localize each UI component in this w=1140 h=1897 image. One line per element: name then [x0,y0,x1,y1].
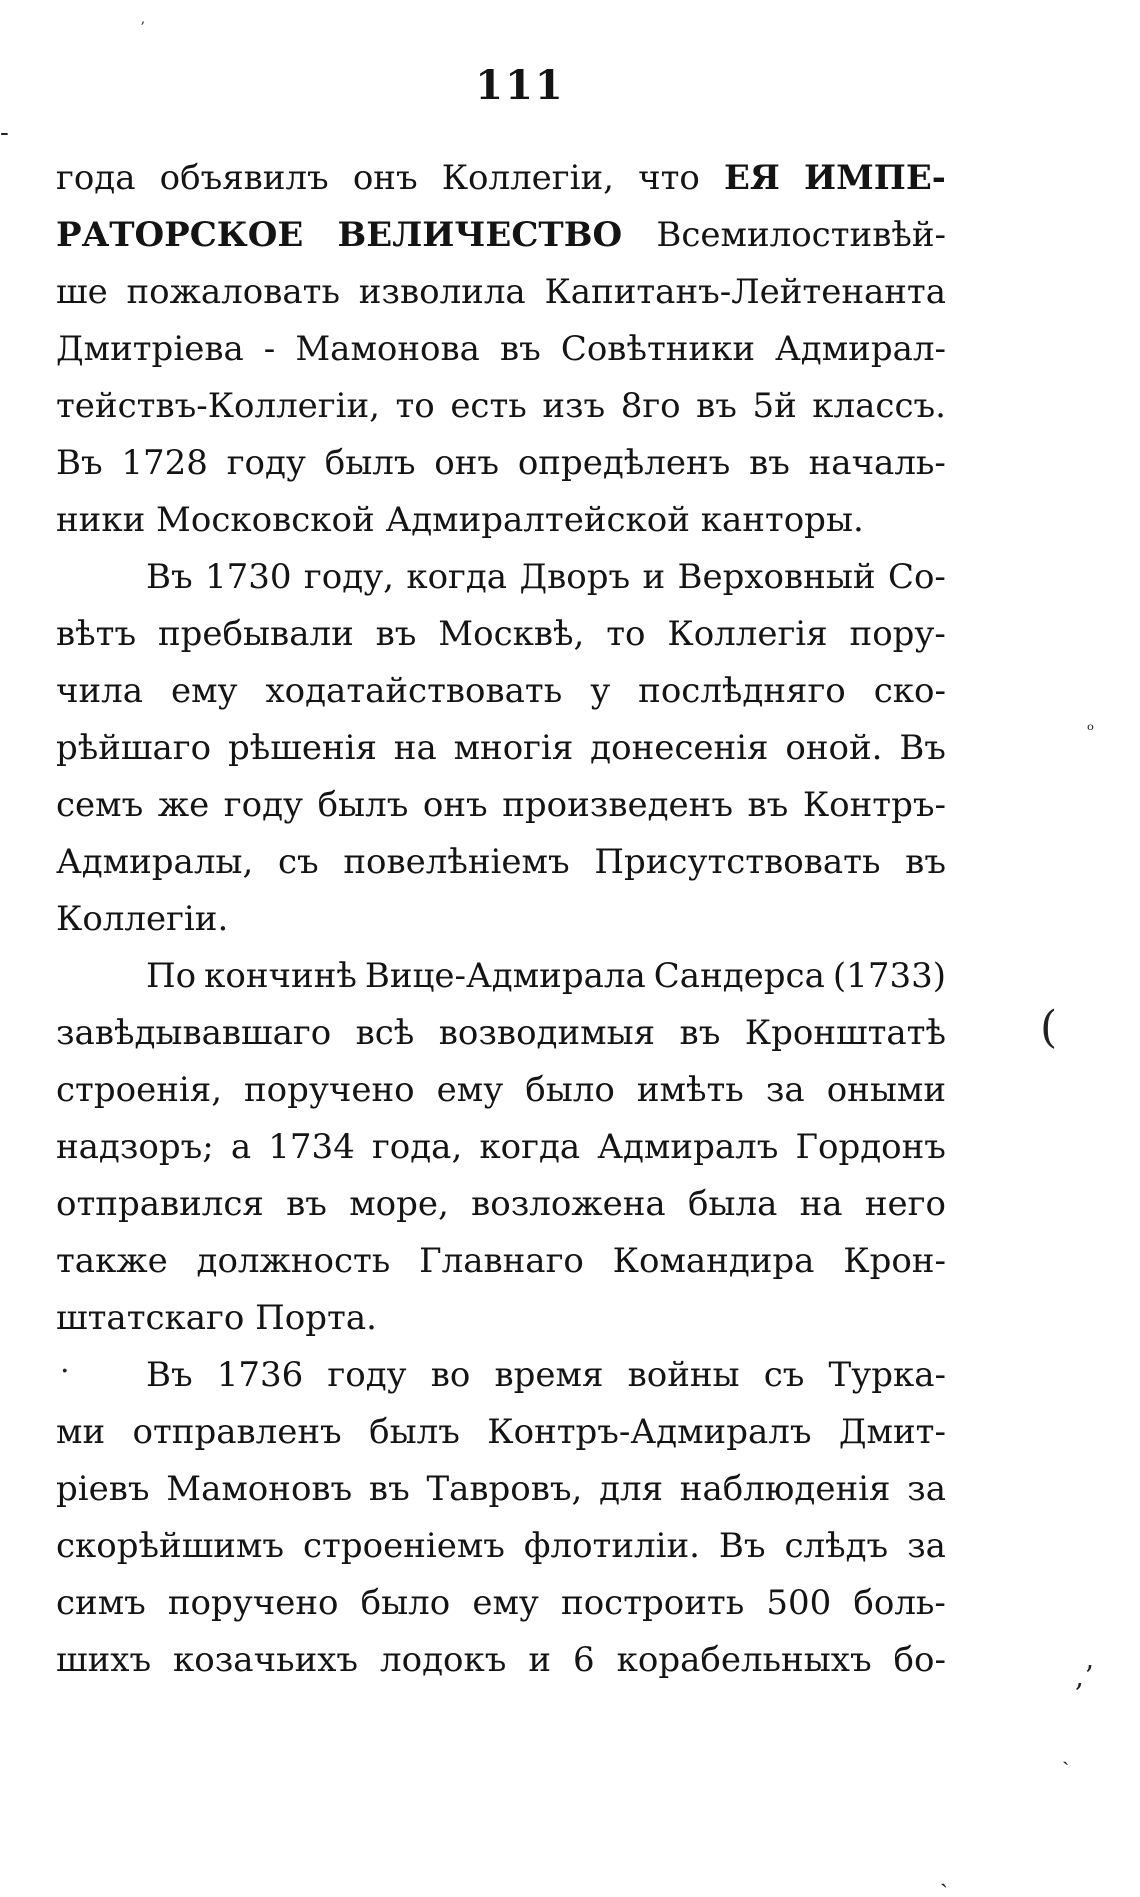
text-word: Турка- [828,1355,946,1395]
text-word: Дмит- [838,1412,946,1452]
text-word: время [494,1355,604,1395]
text-word: на [799,1184,843,1224]
text-word: въ [696,386,737,426]
text-word: построить [561,1583,745,1623]
text-word: Мамонова [295,329,480,369]
text-word: Контръ- [802,785,946,825]
text-word: строеніемъ [302,1526,505,1566]
text-word: завѣдывавшаго [56,1013,332,1053]
text-word: былъ [369,1412,460,1452]
speck-mark: ,ʼ [1075,1660,1093,1693]
text-line [56,1575,946,1632]
text-word: Мамоновъ [166,1469,353,1509]
text-word: него [864,1184,946,1224]
text-word: года, [371,1127,463,1167]
page-text [56,150,946,1689]
text-word: надзоръ; [56,1127,214,1167]
text-word: Москвѣ, [438,614,585,654]
text-word: когда [479,1127,581,1167]
text-word: онъ [434,443,500,483]
text-word: Совѣтники [560,329,755,369]
text-word: Адмиралтейской [385,500,701,540]
text-word: ше [56,272,108,312]
text-word: когда [406,557,508,597]
text-line [56,1176,946,1233]
text-word: онъ [352,158,418,198]
speck-mark: ( [1040,1002,1058,1053]
text-word: войны [627,1355,740,1395]
text-word: Тавровъ, [426,1469,583,1509]
text-word: чила [56,671,144,711]
text-word: Въ [56,443,103,483]
text-word: рѣшенія [227,728,377,768]
text-word: было [525,1070,615,1110]
text-word: 5й [752,386,797,426]
text-word: объявилъ [159,158,329,198]
text-word: РАТОРСКОЕ [56,215,304,255]
text-word: то [606,614,646,654]
text-word: за [907,1469,946,1509]
text-word: году [226,443,306,483]
text-word: кончинѣ [204,956,357,996]
text-line [56,492,946,549]
text-word: ходатайствовать [265,671,563,711]
text-word: лодокъ [380,1640,507,1680]
text-word: за [907,1526,946,1566]
text-word: началь- [808,443,946,483]
text-line [56,264,946,321]
text-word: слѣдъ [784,1526,889,1566]
text-word: во [430,1355,471,1395]
text-word: строенія, [56,1070,222,1110]
text-word: 500 [766,1583,832,1623]
text-word: Адмиралъ [597,1127,779,1167]
text-word: Въ [718,1526,766,1566]
text-word: ИМПЕ- [804,158,946,198]
text-word: ему [170,671,238,711]
text-word: (1733) [832,956,946,996]
text-word: 8го [620,386,681,426]
text-word: изволила [358,272,526,312]
text-line [56,1404,946,1461]
text-word: 1734 [268,1127,355,1167]
speck-mark: ˏ [940,1860,948,1888]
text-word: была [687,1184,778,1224]
text-word: въ [679,1013,721,1053]
text-word: въ [375,614,417,654]
text-line [56,1233,946,1290]
text-word: въ [368,1469,410,1509]
text-word: поручено [244,1070,415,1110]
text-line [56,720,946,777]
text-word: ско- [873,671,946,711]
text-word: рѣйшаго [56,728,212,768]
text-word: Кронштатѣ [744,1013,946,1053]
text-line [56,1062,946,1119]
text-word: канторы. [700,500,864,540]
text-word: ники [56,500,157,540]
text-line [56,1005,946,1062]
text-word: и [528,1640,552,1680]
text-word: ріевъ [56,1469,150,1509]
text-line [56,321,946,378]
text-line [56,891,946,948]
text-word: года [56,158,136,198]
text-word: всѣ [355,1013,415,1053]
text-word: классъ. [812,386,946,426]
text-word: есть [450,386,527,426]
text-line [56,948,946,1005]
text-word: что [638,158,700,198]
text-word: семъ [56,785,144,825]
text-word: произведенъ [502,785,733,825]
text-word: и [642,557,666,597]
text-word: Адмиралы, [56,842,254,882]
text-word: 1728 [121,443,208,483]
text-word: По [146,956,197,996]
text-word: шихъ [56,1640,152,1680]
text-line [56,606,946,663]
speck-mark: ᵒ [1087,720,1094,741]
text-word: тействъ-Коллегіи, [56,386,380,426]
text-word: наблюденія [679,1469,891,1509]
text-word: возложена [471,1184,666,1224]
text-line [56,378,946,435]
text-word: Коллегія [667,614,828,654]
text-word: съ [278,842,319,882]
text-word: опредѣленъ [517,443,731,483]
text-word: Сандерса [653,956,825,996]
text-word: Адмирал- [775,329,946,369]
text-line [56,207,946,264]
text-line [56,150,946,207]
text-word: возводимыя [438,1013,656,1053]
text-word: у [590,671,611,711]
text-word: Порта. [255,1298,377,1338]
text-word: послѣдняго [638,671,846,711]
text-word: повелѣніемъ [343,842,570,882]
text-word: въ [749,443,790,483]
text-word: ВЕЛИЧЕСТВО [337,215,623,255]
text-word: скорѣйшимъ [56,1526,285,1566]
text-word: Вице-Адмирала [364,956,646,996]
text-word: Крон- [843,1241,946,1281]
speck-mark: ˎ [1062,1741,1070,1766]
text-word: было [360,1583,451,1623]
text-line [56,1119,946,1176]
text-word: флотиліи. [523,1526,700,1566]
text-word: Всемилостивѣй- [656,215,946,255]
text-word: ми [56,1412,106,1452]
text-word: Капитанъ-Лейтенанта [544,272,946,312]
text-word: 6 [572,1640,595,1680]
text-word: Московской [156,500,386,540]
text-word: бо- [893,1640,946,1680]
text-word: оными [826,1070,946,1110]
speck-mark: ʼ [140,20,145,36]
text-word: донесенія [590,728,769,768]
text-word: поручено [167,1583,339,1623]
text-word: имѣть [636,1070,744,1110]
text-word: ему [472,1583,539,1623]
text-word: море, [349,1184,449,1224]
text-line [56,777,946,834]
text-line [56,549,946,606]
text-word: же [157,785,210,825]
text-word: вѣтъ [56,614,137,654]
text-word: на [393,728,437,768]
text-word: козачьихъ [173,1640,359,1680]
text-word: боль- [853,1583,946,1623]
text-word: отправился [56,1184,264,1224]
text-word: а [230,1127,252,1167]
text-word: пребывали [157,614,354,654]
text-word: также [56,1241,168,1281]
text-word: отправленъ [132,1412,342,1452]
text-word: штатскаго [56,1298,256,1338]
text-line [56,1518,946,1575]
text-line [56,1632,946,1689]
text-word: Дмитріева [56,329,244,369]
text-word: въ [747,785,789,825]
text-word: пору- [849,614,946,654]
text-word: Верховный [677,557,876,597]
text-word: онъ [422,785,488,825]
text-line [56,1290,946,1347]
text-word: - [263,329,276,369]
text-word: году, [303,557,394,597]
text-word: изъ [542,386,606,426]
text-word: пожаловать [126,272,340,312]
text-word: въ [286,1184,327,1224]
text-word: съ [763,1355,805,1395]
text-word: Контръ-Адмиралъ [487,1412,812,1452]
text-word: корабельныхъ [616,1640,872,1680]
text-word: 1736 [216,1355,304,1395]
text-word: должность [196,1241,391,1281]
text-word: за [765,1070,805,1110]
text-word: ЕЯ [723,158,780,198]
text-line [56,834,946,891]
text-line [56,1347,946,1404]
text-word: Гордонъ [795,1127,946,1167]
text-word: въ [499,329,541,369]
text-word: Коллегіи, [441,158,614,198]
text-word: Главнаго [419,1241,584,1281]
speck-mark: . [60,1345,70,1380]
text-line [56,663,946,720]
text-word: оной. [785,728,883,768]
page-number: 111 [475,62,565,109]
text-word: Въ [146,557,193,597]
text-word: былъ [317,785,409,825]
text-word: многія [453,728,574,768]
text-word: Въ [899,728,946,768]
speck-mark: - [0,118,9,148]
text-line [56,435,946,492]
text-word: былъ [324,443,416,483]
text-word: году [223,785,304,825]
text-word: Командира [612,1241,815,1281]
text-word: году [327,1355,407,1395]
text-word: Дворъ [519,557,631,597]
text-word: для [599,1469,664,1509]
text-word: симъ [56,1583,146,1623]
text-word: 1730 [205,557,292,597]
text-word: ему [436,1070,504,1110]
text-word: Коллегіи. [56,899,229,939]
text-line [56,1461,946,1518]
text-word: Въ [146,1355,193,1395]
text-word: то [395,386,435,426]
text-word: въ [905,842,946,882]
text-word: Со- [887,557,946,597]
text-word: Присутствовать [594,842,881,882]
